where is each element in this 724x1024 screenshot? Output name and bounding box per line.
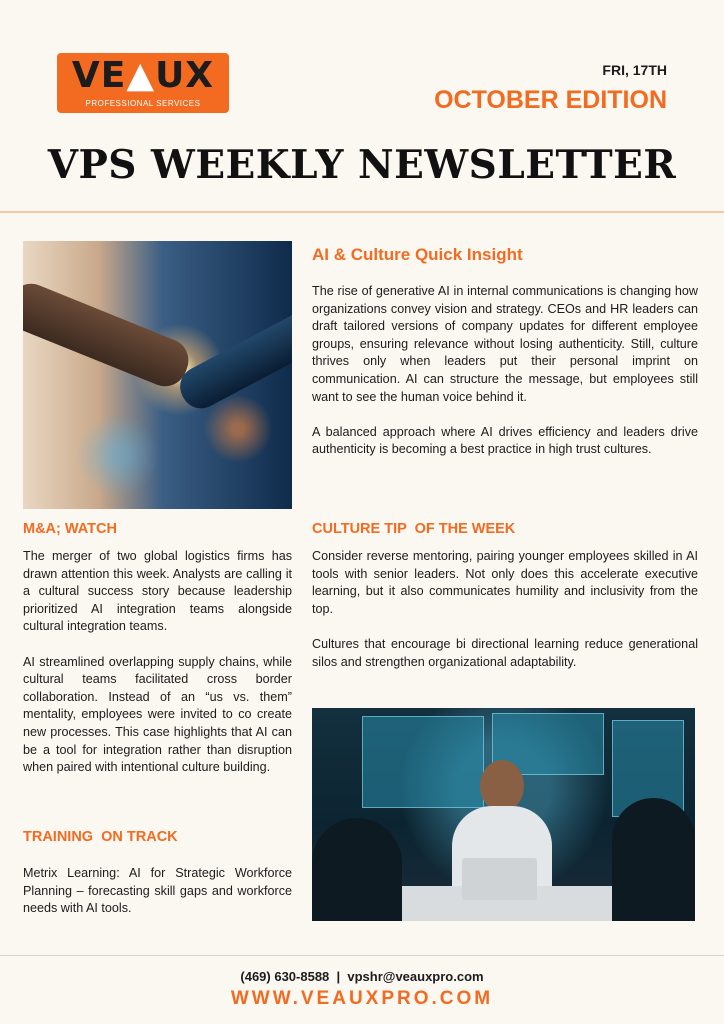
ai-culture-paragraph: The rise of generative AI in internal communications is changing how organizations convey vision and strategy. CEOs and HR leaders can draft tailored versions of company updates for different employee groups, ensuring relevance without losing authenticity. Still, culture thrives only when leaders put their personal imprint on communication. AI can structure the message, but employees still want to see the human voice behind it. [312, 284, 698, 404]
logo-wordmark: VE▲UX [71, 55, 215, 96]
culture-tip-paragraph: Consider reverse mentoring, pairing younger employees skilled in AI tools with senior leaders. Not only does this accelerate executive learning, but it also communicates humility and inclusivity from the top. [312, 549, 698, 616]
company-logo [57, 53, 229, 113]
logo-triangle-icon: ▲ [126, 55, 156, 96]
ma-watch-heading: M&A; WATCH [23, 521, 117, 537]
attendee-silhouette [612, 798, 695, 921]
culture-tip-body [312, 548, 698, 671]
culture-tip-heading: CULTURE TIP OF THE WEEK [312, 521, 516, 537]
human-arm-shape [23, 277, 195, 393]
handshake-photo [23, 241, 292, 509]
training-paragraph: Metrix Learning: AI for Strategic Workforce Planning – forecasting skill gaps and workforce needs with AI tools. [23, 866, 292, 916]
laptop [462, 858, 537, 900]
newsletter-title: VPS WEEKLY NEWSLETTER [47, 142, 677, 188]
ai-culture-body [312, 283, 698, 459]
meeting-photo [312, 708, 695, 921]
logo-tagline: PROFESSIONAL SERVICES [85, 99, 201, 108]
ma-watch-paragraph: AI streamlined overlapping supply chains, while cultural teams facilitated cross border collaboration. Instead of an “us vs. them” mentality, employees were invited to co create new processes. This case highlights that AI can be a tool for integration rather than disruption when paired with intentional culture building. [23, 654, 292, 775]
presenter-head [480, 760, 524, 812]
attendee-silhouette [312, 818, 402, 921]
dashboard-screen [362, 716, 484, 808]
ma-watch-paragraph: The merger of two global logistics firms has drawn attention this week. Analysts are calling it a cultural success story because leadership prioritized AI integration teams alongside cultural integration teams. [23, 549, 292, 634]
culture-tip-paragraph: Cultures that encourage bi directional learning reduce generational silos and strengthen organizational adaptability. [312, 636, 698, 669]
issue-date: FRI, 17TH [602, 62, 667, 78]
robot-arm-shape [173, 299, 292, 416]
footer-divider [0, 955, 724, 956]
footer-contact: (469) 630-8588 | vpshr@veauxpro.com [240, 969, 484, 984]
training-heading: TRAINING ON TRACK [23, 829, 178, 845]
training-body [23, 865, 292, 918]
ai-culture-paragraph: A balanced approach where AI drives efficiency and leaders drive authenticity is becoming a best practice in high trust cultures. [312, 424, 698, 457]
footer-website-link[interactable]: WWW.VEAUXPRO.COM [230, 988, 494, 1009]
ai-culture-heading: AI & Culture Quick Insight [312, 245, 523, 264]
ma-watch-body [23, 548, 292, 777]
edition-label: OCTOBER EDITION [434, 86, 667, 114]
header-divider [0, 211, 724, 213]
